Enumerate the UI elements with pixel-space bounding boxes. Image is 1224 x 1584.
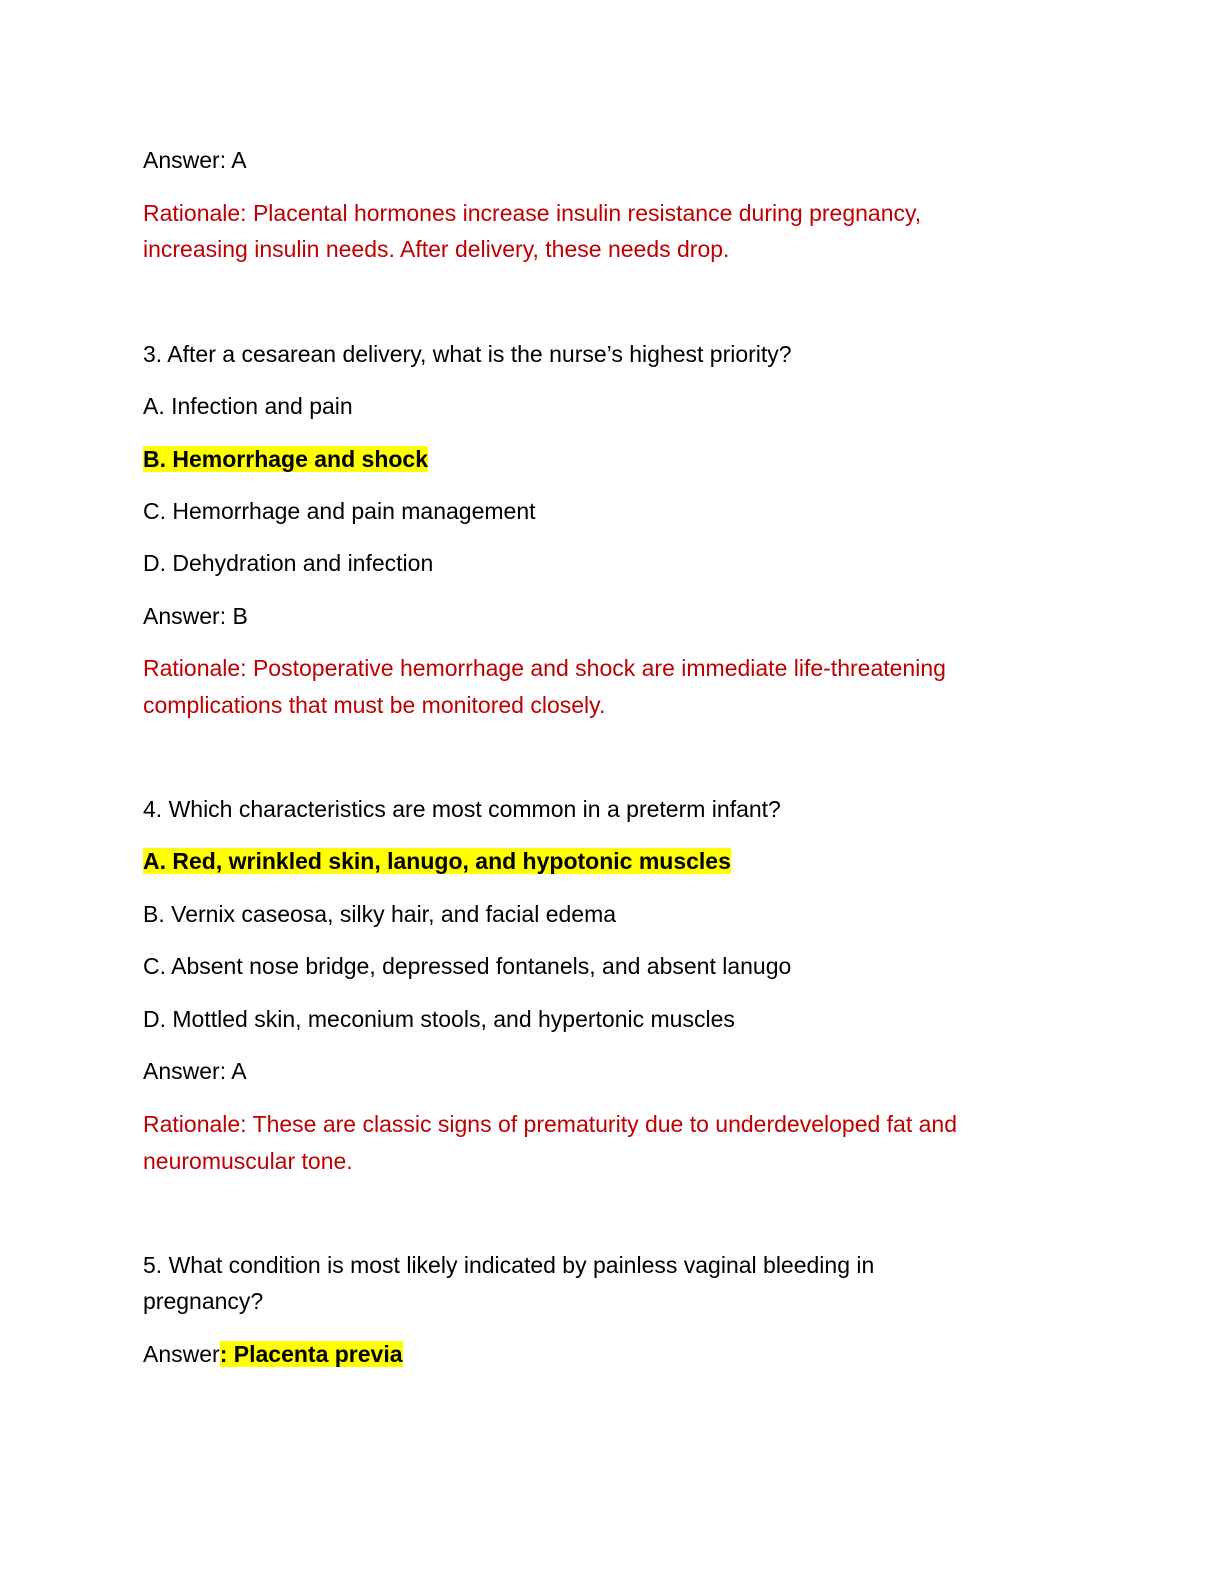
q4-rationale-line-1: Rationale: These are classic signs of prematurity due to underdeveloped fat and: [143, 1111, 958, 1137]
q3-option-b-correct: B. Hemorrhage and shock: [143, 446, 429, 472]
q4-option-d: D. Mottled skin, meconium stools, and hypertonic muscles: [143, 1006, 735, 1032]
q4-answer: Answer: A: [143, 1058, 247, 1084]
q4-option-a-correct: A. Red, wrinkled skin, lanugo, and hypotonic muscles: [143, 848, 731, 874]
q3-question: 3. After a cesarean delivery, what is the nurse’s highest priority?: [143, 341, 792, 367]
q5-question-line-1: 5. What condition is most likely indicated by painless vaginal bleeding in: [143, 1252, 875, 1278]
q4-rationale-line-2: neuromuscular tone.: [143, 1148, 353, 1174]
prev-rationale-line-2: increasing insulin needs. After delivery, these needs drop.: [143, 236, 730, 262]
prev-rationale-line-1: Rationale: Placental hormones increase insulin resistance during pregnancy,: [143, 200, 922, 226]
q5-answer-value: : Placenta previa: [219, 1341, 403, 1367]
q4-question: 4. Which characteristics are most common in a preterm infant?: [143, 796, 781, 822]
q4-option-c: C. Absent nose bridge, depressed fontanels, and absent lanugo: [143, 953, 792, 979]
q4-option-b: B. Vernix caseosa, silky hair, and facial edema: [143, 901, 617, 927]
q5-question-line-2: pregnancy?: [143, 1288, 264, 1314]
q3-answer: Answer: B: [143, 603, 248, 629]
q3-option-a: A. Infection and pain: [143, 393, 353, 419]
q5-answer-label: Answer: [143, 1341, 220, 1367]
q5-answer: [143, 1336, 403, 1372]
prev-answer: Answer: A: [143, 147, 247, 173]
q3-rationale-line-2: complications that must be monitored closely.: [143, 692, 606, 718]
q3-rationale-line-1: Rationale: Postoperative hemorrhage and shock are immediate life-threatening: [143, 655, 946, 681]
q3-option-c: C. Hemorrhage and pain management: [143, 498, 536, 524]
q3-option-d: D. Dehydration and infection: [143, 550, 434, 576]
